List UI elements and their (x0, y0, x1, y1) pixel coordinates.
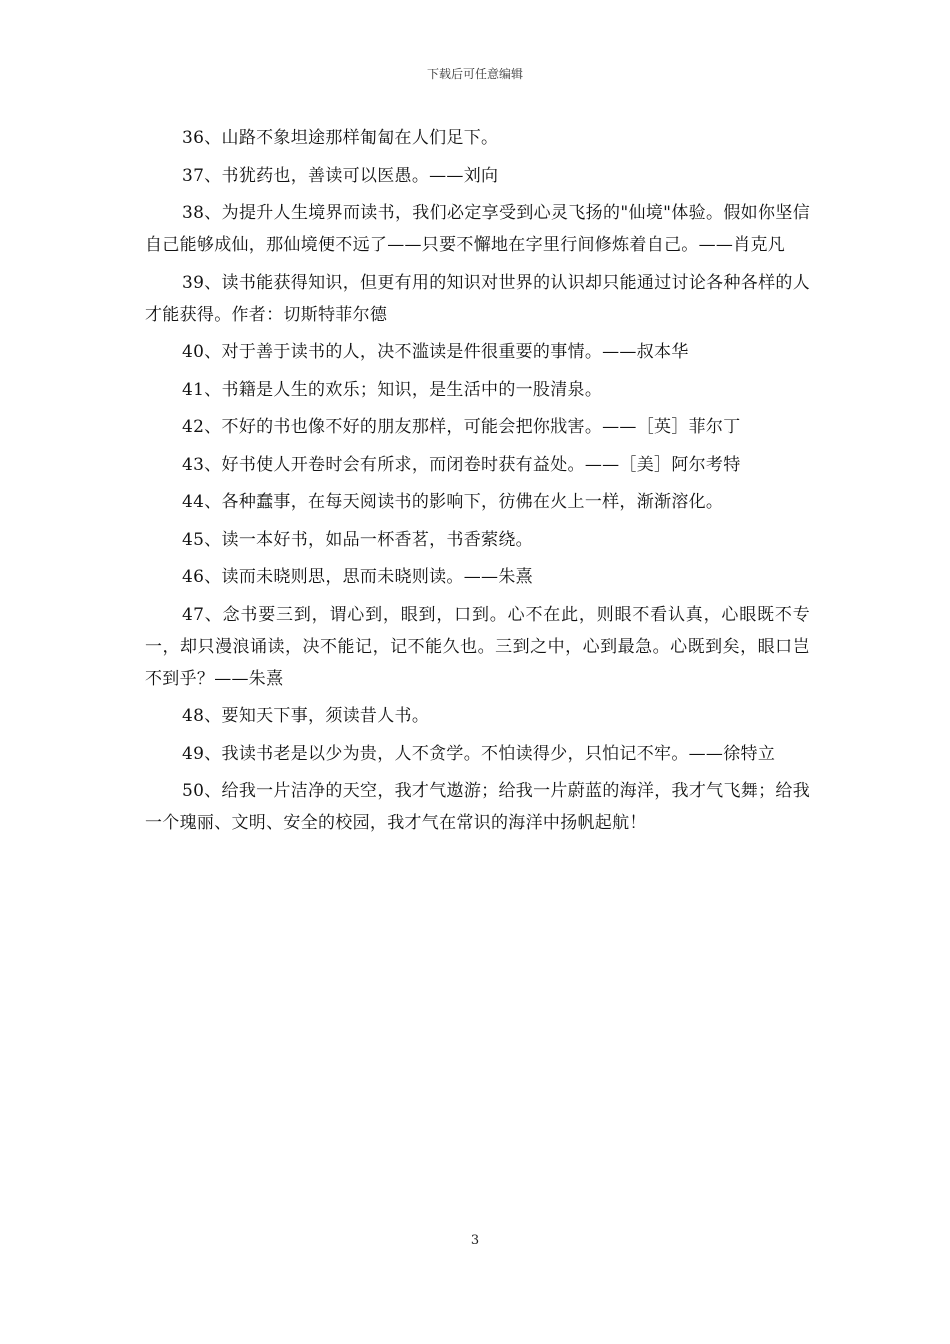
page-header-note: 下载后可任意编辑 (426, 67, 523, 81)
quote-paragraph-38: 38、为提升人生境界而读书，我们必定享受到心灵飞扬的"仙境"体验。假如你坚信自己能够成仙，那仙境便不远了——只要不懈地在字里行间修炼着自己。——肖克凡 (145, 203, 810, 255)
quote-paragraph-43: 43、好书使人开卷时会有所求，而闭卷时获有益处。——［美］阿尔考特 (182, 454, 741, 475)
quote-paragraph-47: 47、念书要三到，谓心到，眼到，口到。心不在此，则眼不看认真，心眼既不专一，却只漫浪诵读，决不能记，记不能久也。三到之中，心到最急。心既到矣，眼口岂不到乎？——朱熹 (145, 604, 810, 689)
quote-paragraph-48: 48、要知天下事，须读昔人书。 (182, 706, 430, 726)
quote-paragraph-40: 40、对于善于读书的人，决不滥读是件很重要的事情。——叔本华 (182, 342, 689, 362)
quote-paragraph-46: 46、读而未晓则思，思而未晓则读。——朱熹 (182, 567, 533, 587)
quote-paragraph-42: 42、不好的书也像不好的朋友那样，可能会把你戕害。——［英］菲尔丁 (182, 417, 741, 437)
quote-paragraph-39: 39、读书能获得知识，但更有用的知识对世界的认识却只能通过讨论各种各样的人才能获得。作者：切斯特菲尔德 (145, 272, 810, 325)
quote-paragraph-44: 44、各种蠢事，在每天阅读书的影响下，彷佛在火上一样，渐渐溶化。 (182, 492, 724, 512)
quote-paragraph-50: 50、给我一片洁净的天空，我才气遨游；给我一片蔚蓝的海洋，我才气飞舞；给我一个瑰丽、文明、安全的校园，我才气在常识的海洋中扬帆起航！ (145, 781, 810, 833)
quote-paragraph-37: 37、书犹药也，善读可以医愚。——刘向 (182, 165, 499, 186)
document-body (145, 122, 810, 845)
page-number: 3 (470, 1233, 480, 1248)
quote-paragraph-49: 49、我读书老是以少为贵，人不贪学。不怕读得少，只怕记不牢。——徐特立 (182, 743, 776, 764)
quote-paragraph-41: 41、书籍是人生的欢乐；知识，是生活中的一股清泉。 (182, 379, 603, 400)
quote-paragraph-45: 45、读一本好书，如品一杯香茗，书香萦绕。 (182, 529, 533, 550)
quote-paragraph-36: 36、山路不象坦途那样匍匐在人们足下。 (182, 128, 499, 148)
